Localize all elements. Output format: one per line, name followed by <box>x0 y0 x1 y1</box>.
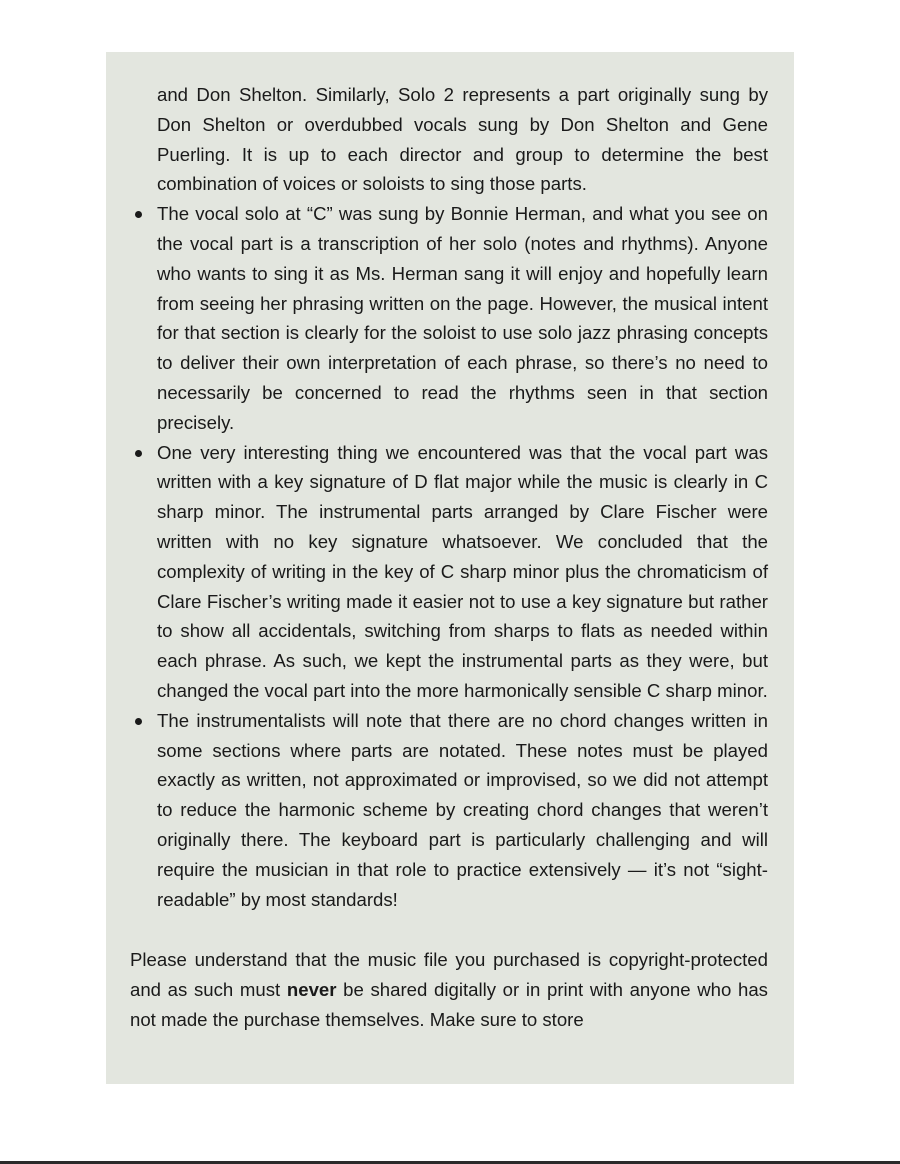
list-item <box>130 199 768 437</box>
bullet-icon <box>135 718 142 725</box>
bullet-icon <box>135 450 142 457</box>
bullet-icon <box>135 211 142 218</box>
notes-bullet-list <box>130 199 768 914</box>
copyright-text-before: Please understand that the music file you purchased is copyright-protected and as such must <box>130 949 768 1001</box>
list-item-text: One very interesting thing we encountered was that the vocal part was written with a key signature of D flat major while the music is clearly in C sharp minor. The instrumental parts arranged by Clare Fischer were written with no key signature whatsoever. We concluded that the complexity of writing in the key of C sharp minor plus the chromaticism of Clare Fischer’s writing made it easier not to use a key signature but rather to show all accidentals, switching from sharps to flats as needed within each phrase. As such, we kept the instrumental parts as they were, but changed the vocal part into the more harmonically sensible C sharp minor. <box>157 441 768 701</box>
continuation-paragraph: and Don Shelton. Similarly, Solo 2 represents a part originally sung by Don Shelton or overdubbed vocals sung by Don Shelton and Gene Puerling. It is up to each director and group to determine the best combination of voices or soloists to sing those parts. <box>157 84 768 195</box>
list-item <box>130 706 768 915</box>
document-body <box>130 80 768 1035</box>
list-item-text: The vocal solo at “C” was sung by Bonnie Herman, and what you see on the vocal part is a transcription of her solo (notes and rhythms). Anyone who wants to sing it as Ms. Herman sang it will enjoy and hopefully learn from seeing her phrasing written on the page. However, the musical intent for that section is clearly for the soloist to use solo jazz phrasing concepts to deliver their own interpretation of each phrase, so there’s no need to necessarily be concerned to read the rhythms seen in that section precisely. <box>157 203 768 433</box>
list-item <box>130 438 768 706</box>
copyright-text-after: be shared digitally or in print with anyone who has not made the purchase themselves. Make sure to store <box>130 979 768 1030</box>
list-item-text: The instrumentalists will note that there are no chord changes written in some sections where parts are notated. These notes must be played exactly as written, not approximated or improvised, so we did not attempt to reduce the harmonic scheme by creating chord changes that weren’t originally there. The keyboard part is particularly challenging and will require the musician in that role to practice extensively — it’s not “sight-readable” by most standards! <box>157 709 768 910</box>
copyright-paragraph <box>130 945 768 1034</box>
copyright-emphasis: never <box>286 979 337 1001</box>
